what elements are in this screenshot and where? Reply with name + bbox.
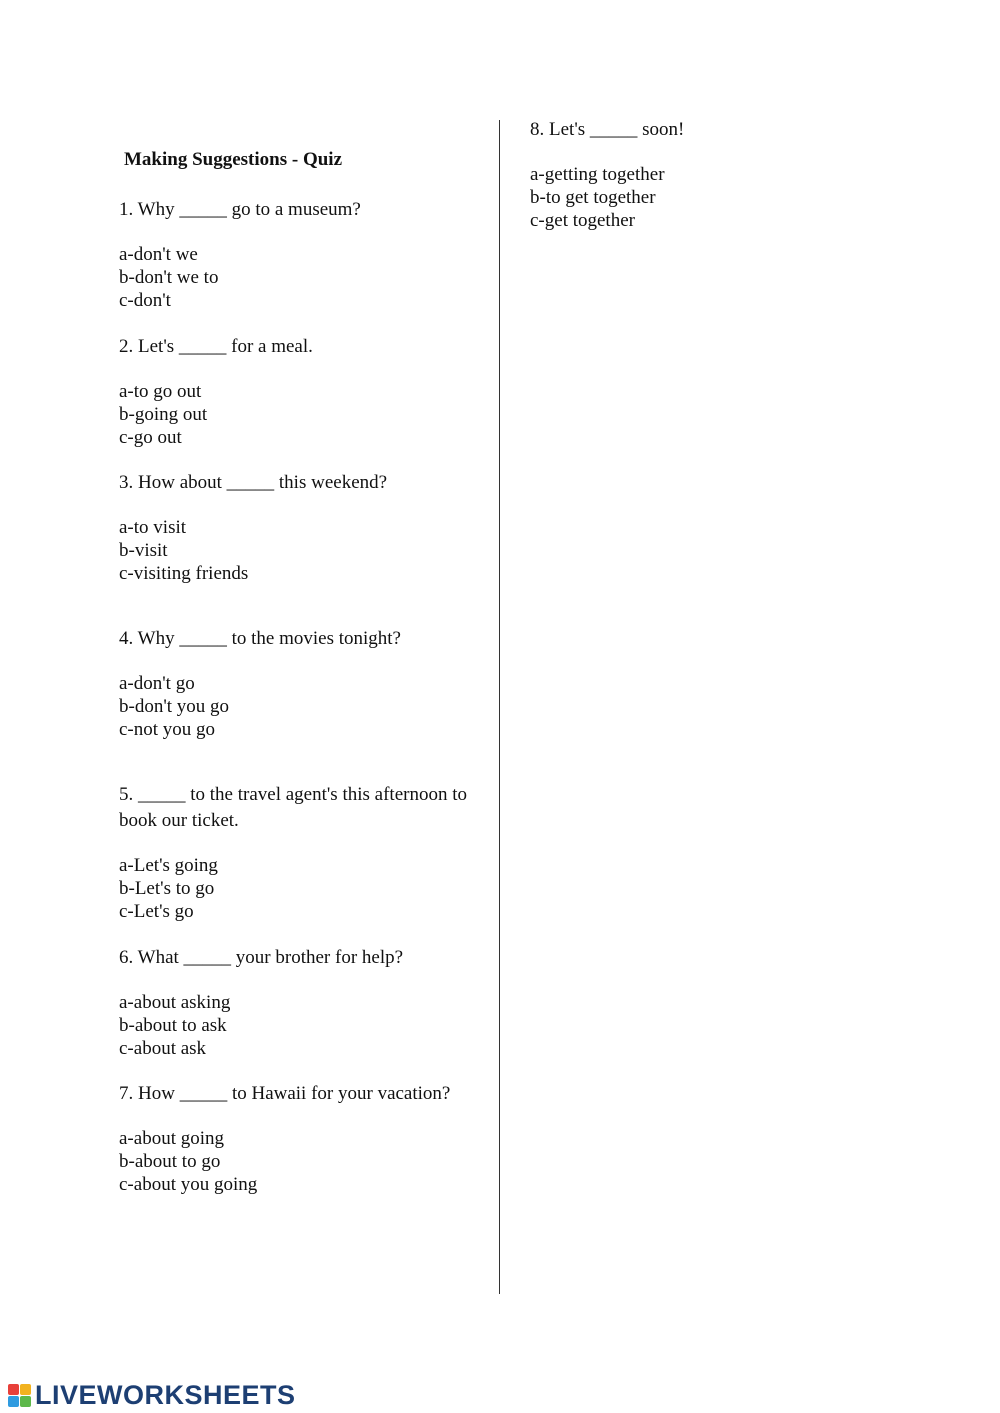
logo-tile-yellow	[20, 1384, 31, 1395]
answer-option-b[interactable]: b-Let's to go	[119, 878, 215, 899]
question-8	[530, 117, 930, 232]
question-7	[119, 1081, 484, 1196]
question-stem: 7. How _____ to Hawaii for your vacation?	[119, 1083, 451, 1104]
answer-option-c[interactable]: c-visiting friends	[119, 563, 249, 584]
question-stem: 4. Why _____ to the movies tonight?	[119, 628, 401, 649]
answer-option-c[interactable]: c-get together	[530, 210, 635, 231]
column-divider	[499, 120, 500, 1294]
answer-option-a[interactable]: a-to go out	[119, 381, 202, 402]
answer-option-a[interactable]: a-to visit	[119, 517, 187, 538]
question-5	[119, 782, 484, 923]
question-3	[119, 470, 484, 585]
question-stem: 2. Let's _____ for a meal.	[119, 336, 313, 357]
liveworksheets-brand[interactable]	[8, 1380, 296, 1410]
question-4	[119, 626, 484, 741]
answer-option-a[interactable]: a-about asking	[119, 992, 231, 1013]
answer-option-c[interactable]: c-go out	[119, 427, 182, 448]
question-stem: 8. Let's _____ soon!	[530, 119, 685, 140]
answer-option-c[interactable]: c-not you go	[119, 719, 216, 740]
logo-tile-green	[20, 1396, 31, 1407]
answer-option-b[interactable]: b-about to go	[119, 1151, 221, 1172]
logo-tile-red	[8, 1384, 19, 1395]
answer-option-c[interactable]: c-about you going	[119, 1174, 258, 1195]
question-1	[119, 197, 484, 312]
answer-option-b[interactable]: b-going out	[119, 404, 208, 425]
answer-option-a[interactable]: a-don't go	[119, 673, 195, 694]
answer-option-b[interactable]: b-to get together	[530, 187, 656, 208]
question-stem: 5. _____ to the travel agent's this afternoon to book our ticket.	[119, 784, 467, 831]
answer-option-b[interactable]: b-don't we to	[119, 267, 219, 288]
answer-option-b[interactable]: b-don't you go	[119, 696, 230, 717]
question-stem: 3. How about _____ this weekend?	[119, 472, 388, 493]
answer-option-a[interactable]: a-getting together	[530, 164, 665, 185]
answer-option-c[interactable]: c-Let's go	[119, 901, 194, 922]
answer-option-a[interactable]: a-Let's going	[119, 855, 218, 876]
logo-tile-blue	[8, 1396, 19, 1407]
answer-option-c[interactable]: c-about ask	[119, 1038, 207, 1059]
question-2	[119, 334, 484, 449]
answer-option-b[interactable]: b-visit	[119, 540, 168, 561]
question-stem: 6. What _____ your brother for help?	[119, 947, 404, 968]
answer-option-c[interactable]: c-don't	[119, 290, 171, 311]
answer-option-b[interactable]: b-about to ask	[119, 1015, 227, 1036]
answer-option-a[interactable]: a-about going	[119, 1128, 225, 1149]
liveworksheets-logo-icon	[8, 1384, 31, 1407]
question-stem: 1. Why _____ go to a museum?	[119, 199, 361, 220]
page-title: Making Suggestions - Quiz	[124, 149, 343, 170]
brand-name: LIVEWORKSHEETS	[35, 1379, 296, 1410]
answer-option-a[interactable]: a-don't we	[119, 244, 198, 265]
question-6	[119, 945, 484, 1060]
